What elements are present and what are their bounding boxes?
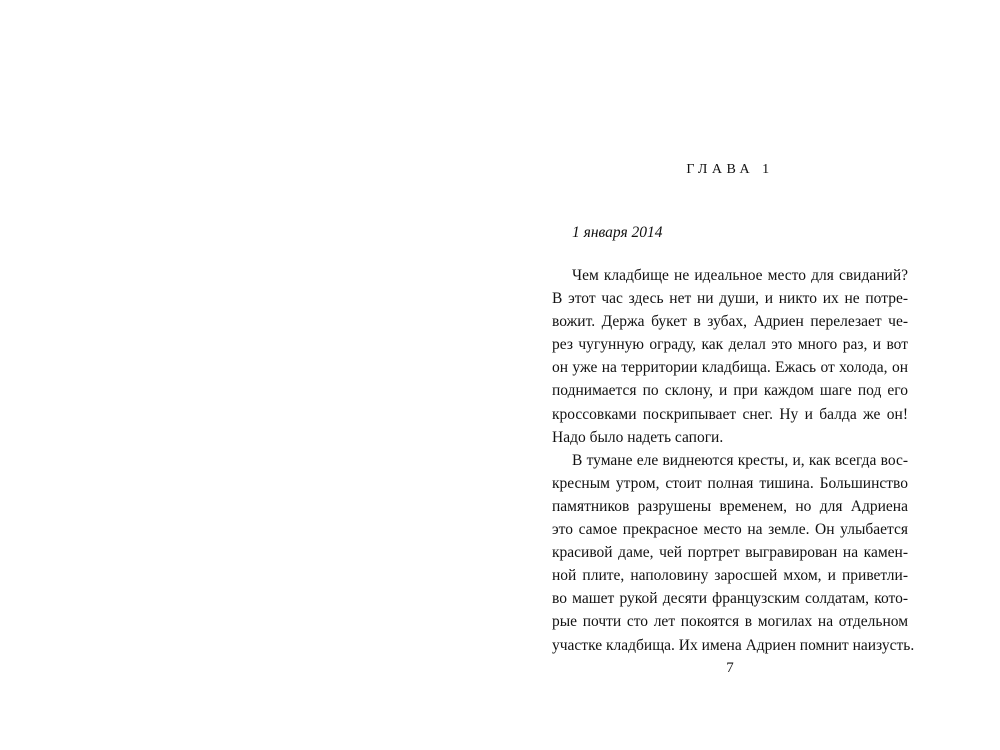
text-line: во машет рукой десяти французским солдатам, кото- <box>552 590 908 608</box>
chapter-heading: ГЛАВА 1 <box>686 162 774 177</box>
body-text <box>552 264 915 657</box>
text-line: В этот час здесь нет ни души, и никто их не потре- <box>552 290 908 308</box>
text-line: кроссовками поскрипывает снег. Ну и балда же он! <box>552 405 908 423</box>
text-line: рез чугунную ограду, как делал это много раз, и вот <box>552 336 908 354</box>
text-line: рые почти сто лет покоятся в могилах на отдельном <box>552 613 908 631</box>
text-line: красивой даме, чей портрет выгравирован на камен- <box>552 544 908 562</box>
text-line: ной плите, наполовину заросшей мхом, и приветли- <box>552 567 908 585</box>
text-line: Надо было надеть сапоги. <box>552 428 724 446</box>
text-line: это самое прекрасное место на земле. Он улыбается <box>552 521 908 539</box>
text-line: Чем кладбище не идеальное место для свиданий? <box>572 267 908 284</box>
text-line: вожит. Держа букет в зубах, Адриен перелезает че- <box>552 313 908 331</box>
page-number: 7 <box>726 660 734 676</box>
text-line: он уже на территории кладбища. Ежась от холода, он <box>552 359 908 377</box>
text-line: кресным утром, стоит полная тишина. Большинство <box>552 474 908 492</box>
text-line: В тумане еле виднеются кресты, и, как всегда вос- <box>572 451 908 469</box>
dateline: 1 января 2014 <box>572 224 663 241</box>
text-line: памятников разрушены временем, но для Адриена <box>552 497 908 515</box>
text-line: участке кладбища. Их имена Адриен помнит наизусть. <box>552 636 915 654</box>
right-page <box>552 0 915 750</box>
text-line: поднимается по склону, и при каждом шаге под его <box>552 382 908 400</box>
